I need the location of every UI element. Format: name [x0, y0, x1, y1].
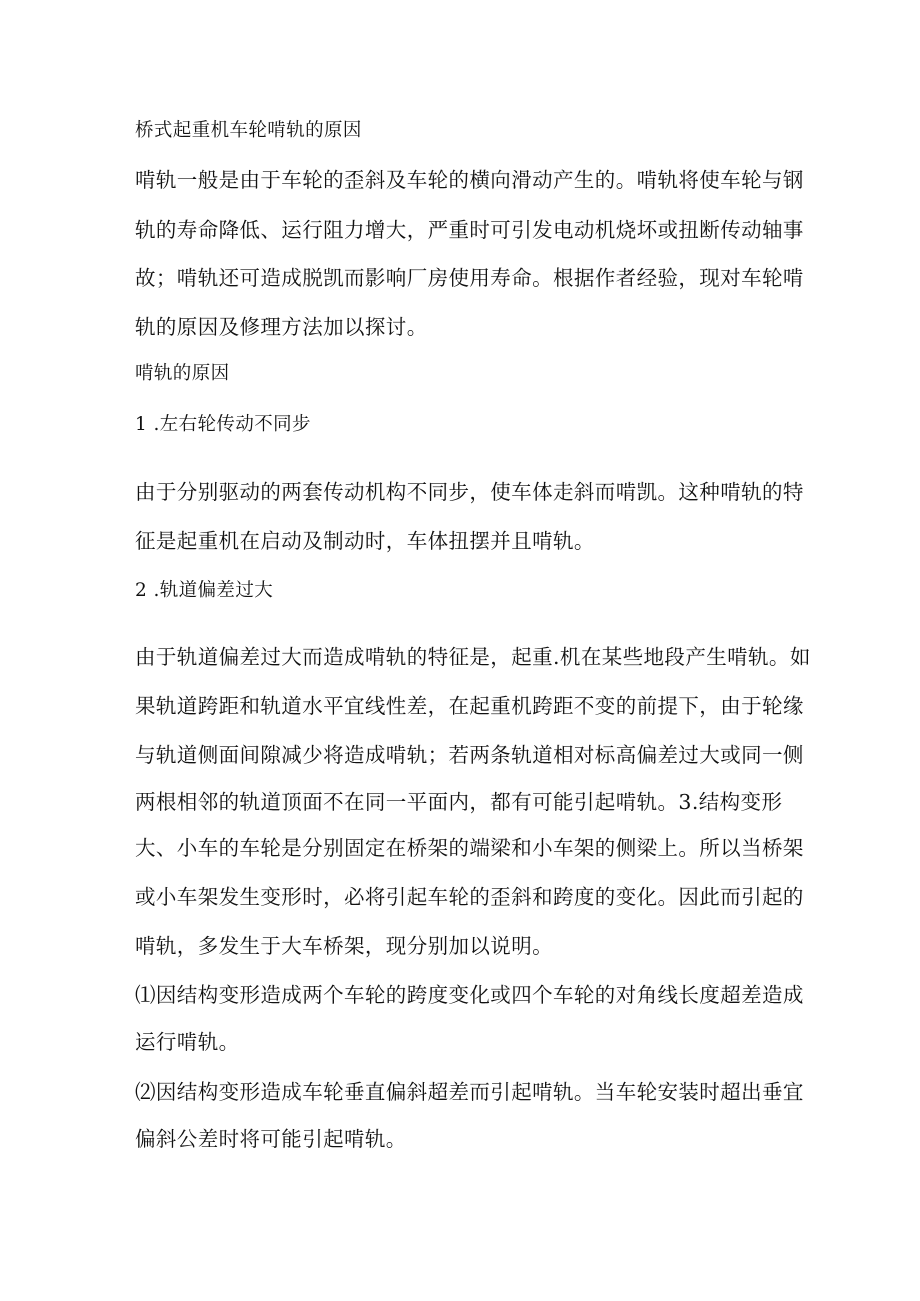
item2-line-5: 大、小车的车轮是分别固定在桥架的端梁和小车架的侧梁上。所以当桥架	[135, 836, 804, 860]
item2-heading: 2 .轨道偏差过大	[135, 580, 274, 601]
intro-line-4: 轨的原因及修理方法加以探讨。	[135, 315, 428, 339]
item2-line-2: 果轨道跨距和轨道水平宜线性差，在起重机跨距不变的前提下，由于轮缘	[135, 694, 804, 718]
item2-line-3: 与轨道侧面间隙减少将造成啃轨；若两条轨道相对标高偏差过大或同一侧	[135, 743, 804, 767]
sub1-line-1: ⑴因结构变形造成两个车轮的跨度变化或四个车轮的对角线长度超差造成	[135, 983, 804, 1007]
document-title: 桥式起重机车轮啃轨的原因	[135, 120, 362, 141]
item2-line-6: 或小车架发生变形时，必将引起车轮的歪斜和跨度的变化。因此而引起的	[135, 885, 804, 909]
item2-line-4: 两根相邻的轨道顶面不在同一平面内，都有可能引起啃轨。3.结构变形	[135, 790, 783, 814]
item1-line-2: 征是起重机在启动及制动时，车体扭摆并且啃轨。	[135, 529, 595, 553]
item1-heading: 1 .左右轮传动不同步	[135, 414, 311, 435]
section-heading: 啃轨的原因	[135, 363, 230, 384]
sub2-line-2: 偏斜公差时将可能引起啃轨。	[135, 1127, 407, 1151]
item1-line-1: 由于分别驱动的两套传动机构不同步，使车体走斜而啃凯。这种啃轨的特	[135, 480, 804, 504]
item2-line-1: 由于轨道偏差过大而造成啃轨的特征是，起重.机在某些地段产生啃轨。如	[135, 645, 811, 669]
intro-line-1: 啃轨一般是由于车轮的歪斜及车轮的横向滑动产生的。啃轨将使车轮与钢	[135, 168, 804, 192]
intro-line-3: 故；啃轨还可造成脱凯而影响厂房使用寿命。根据作者经验，现对车轮啃	[135, 266, 804, 290]
item2-line-7: 啃轨，多发生于大车桥架，现分别加以说明。	[135, 934, 553, 958]
sub2-line-1: ⑵因结构变形造成车轮垂直偏斜超差而引起啃轨。当车轮安装时超出垂宜	[135, 1080, 804, 1104]
intro-line-2: 轨的寿命降低、运行阻力增大，严重时可引发电动机烧坏或扭断传动轴事	[135, 218, 804, 242]
sub1-line-2: 运行啃轨。	[135, 1030, 240, 1054]
